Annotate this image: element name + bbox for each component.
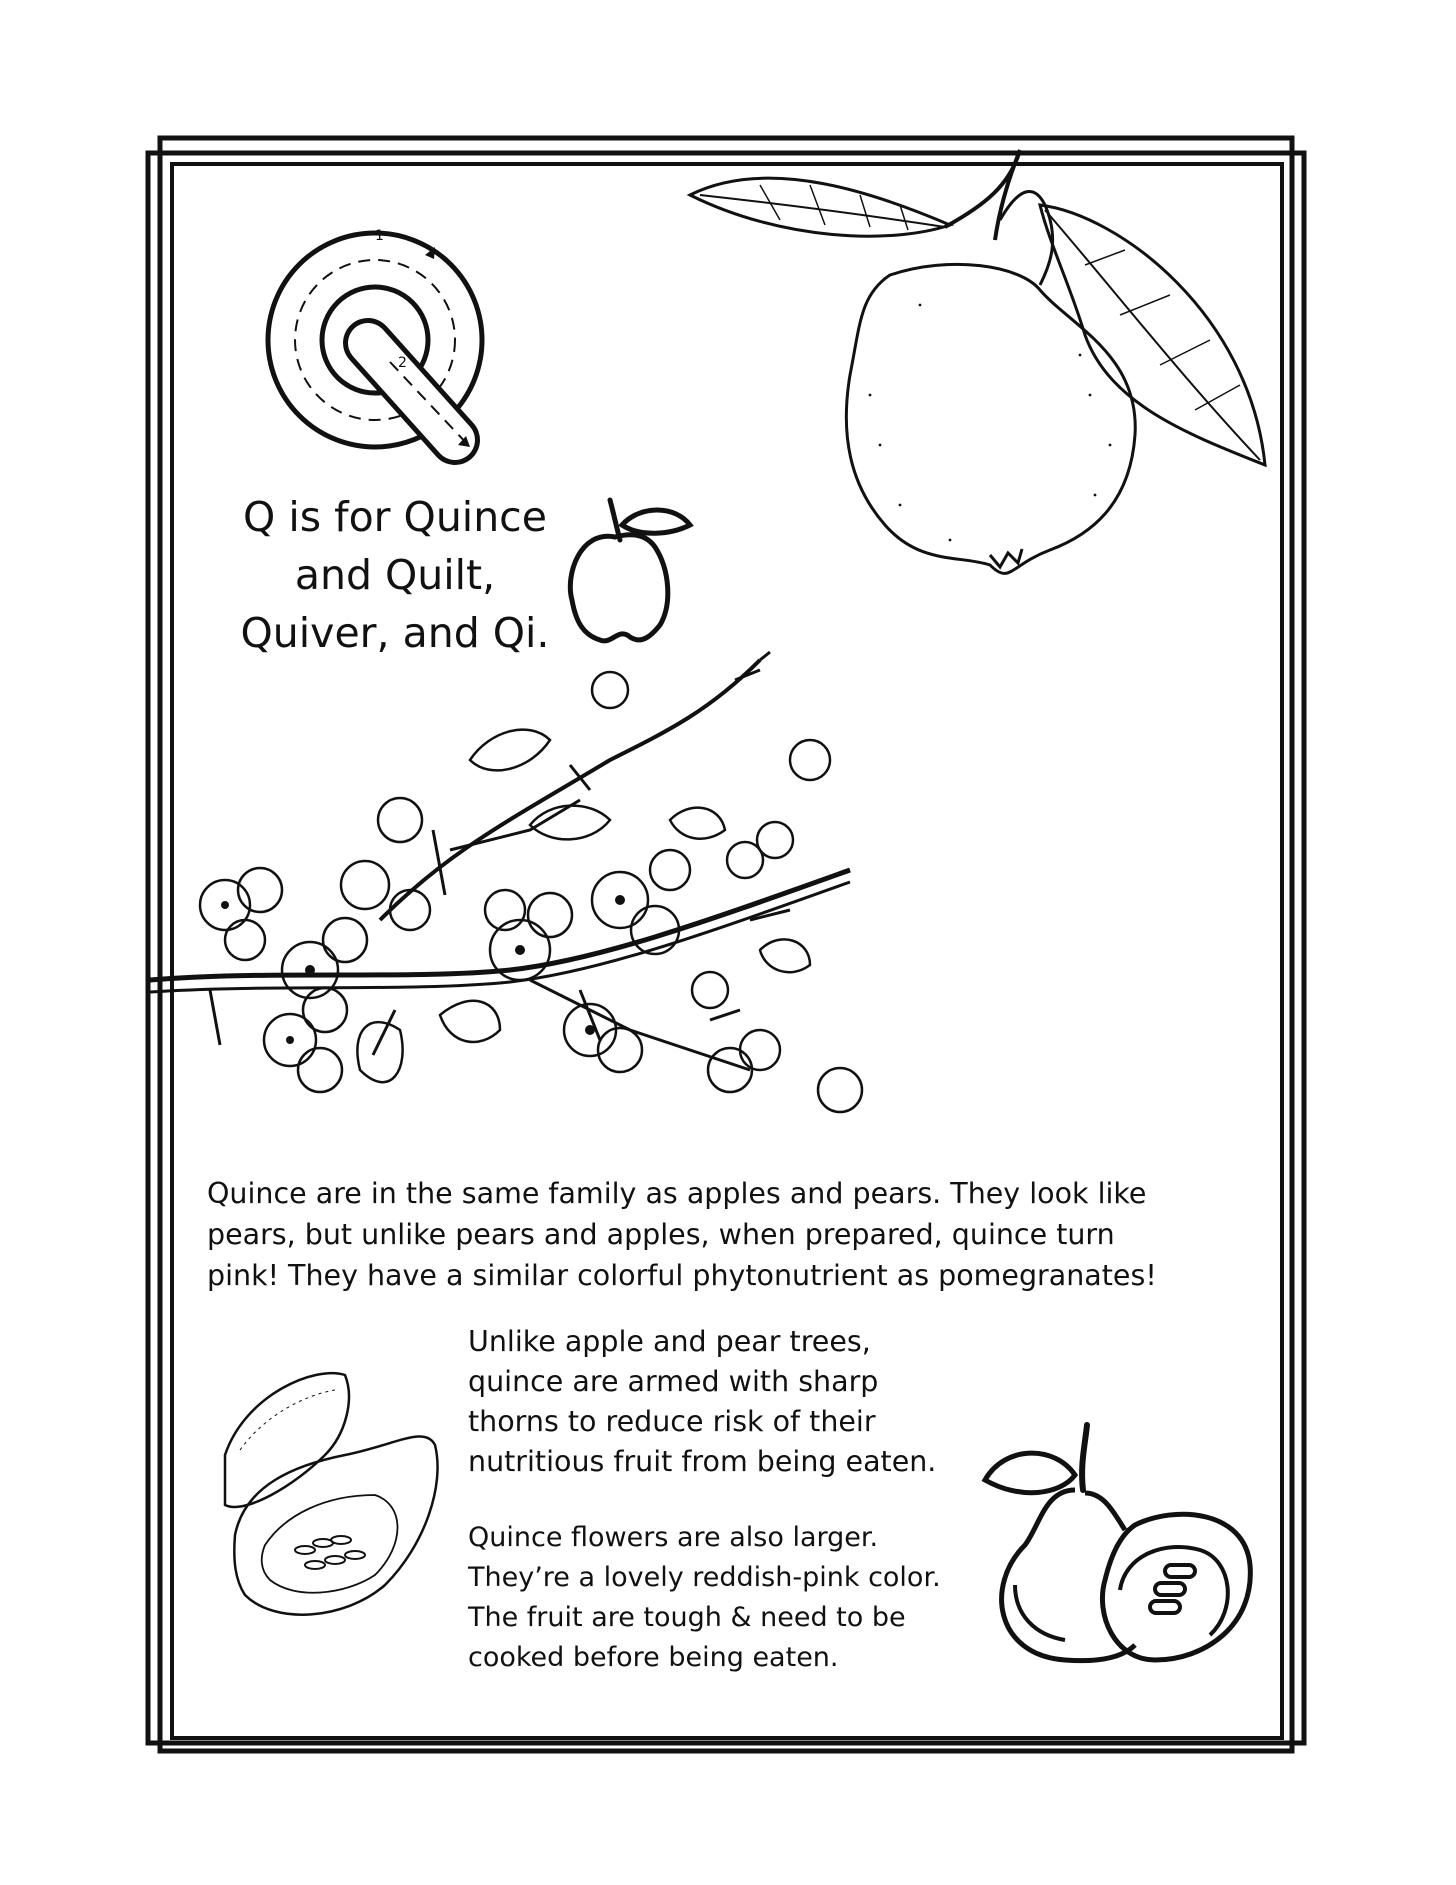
thorns-line-1: Unlike apple and pear trees, [468,1325,871,1358]
thorns-paragraph [468,1322,936,1482]
small-quince-icon [560,485,700,655]
flowers-line-3: The fruit are tough & need to be [468,1602,906,1633]
flowering-branch-illustration [150,650,940,1140]
flowers-line-2: They’re a lovely reddish-pink color. [468,1562,941,1593]
flowers-line-4: cooked before being eaten. [468,1642,839,1673]
flowers-paragraph [468,1518,941,1678]
intro-line-2: pears, but unlike pears and apples, when prepared, quince turn [207,1218,1115,1251]
title-line-1: Q is for Quince [243,493,547,541]
flowers-line-1: Quince flowers are also larger. [468,1522,879,1553]
thorns-line-3: thorns to reduce risk of their [468,1405,876,1438]
intro-paragraph [207,1173,1157,1296]
thorns-line-2: quince are armed with sharp [468,1365,879,1398]
trace-step-1-label: 1 [375,228,384,244]
intro-line-3: pink! They have a similar colorful phytonutrient as pomegranates! [207,1259,1157,1292]
title-line-2: and Quilt, [294,551,496,599]
hanging-quince-illustration [690,145,1270,590]
halved-quince-illustration [205,1345,455,1635]
intro-line-1: Quince are in the same family as apples and pears. They look like [207,1177,1147,1210]
pear-half-icon [975,1415,1265,1665]
title-line-3: Quiver, and Qi. [240,609,550,657]
trace-step-2-label: 2 [398,355,407,371]
thorns-line-4: nutritious fruit from being eaten. [468,1445,937,1478]
letter-q-tracing-icon [255,215,525,475]
